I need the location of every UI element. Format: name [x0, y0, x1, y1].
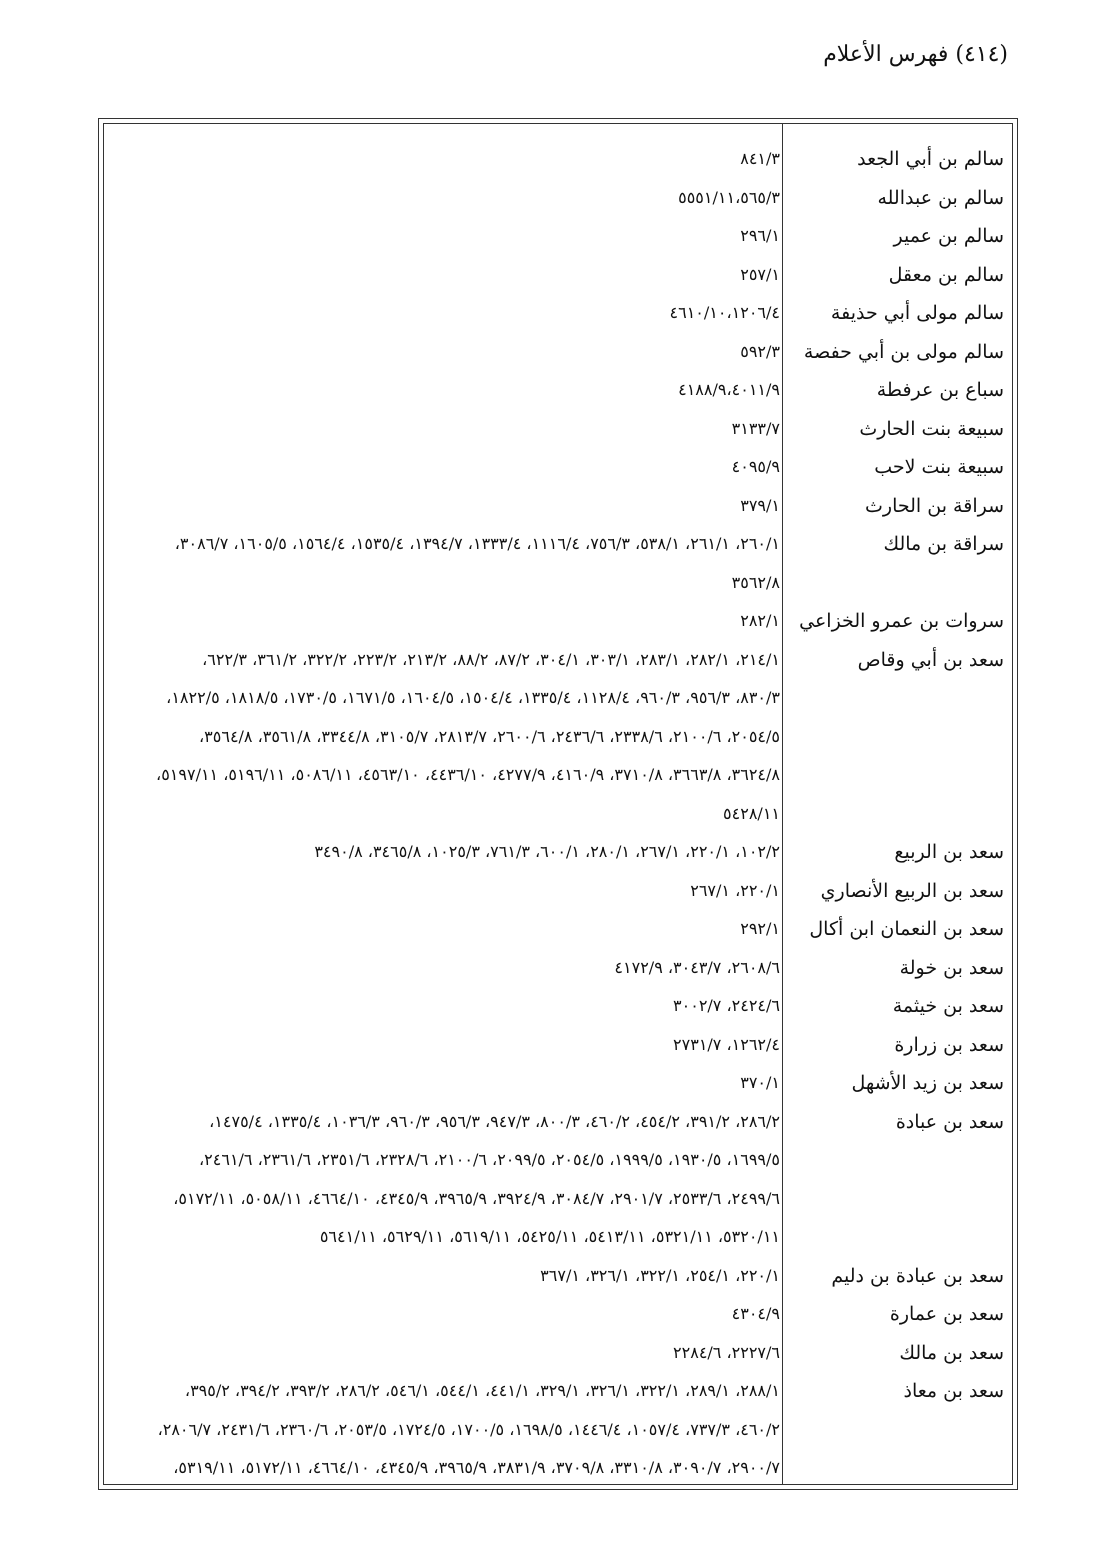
entry-ref-line: ٢٩٢/١ [740, 919, 780, 938]
entry-name: سالم بن معقل [888, 263, 1004, 286]
entry-refs [112, 1295, 792, 1334]
entry-ref-line: ٤٦٠/٢، ٧٣٧/٣، ١٠٥٧/٤، ١٤٤٦/٤، ١٦٩٨/٥، ١٧٠٠/٥، ١٧٢٤/٥، ٢٠٥٣/٥، ٢٣٦٠/٦، ٢٤٣١/٦، ٢٨٠٦/٧، [157, 1419, 780, 1439]
entry-ref-line: ٢٨٨/١، ٢٨٩/١، ٣٢٢/١، ٣٢٦/١، ٣٢٩/١، ٤٤١/١، ٥٤٤/١، ٥٤٦/١، ٢٨٦/٢، ٣٩٣/٢، ٣٩٤/٢، ٣٩٥/٢، [184, 1381, 780, 1400]
entry-name: سالم بن أبي الجعد [857, 148, 1004, 170]
entry-refs [112, 487, 792, 526]
entry-ref-line: ٣٧٩/١ [740, 495, 780, 515]
entry-name: سباع بن عرفطة [876, 379, 1004, 401]
index-entry [104, 487, 1012, 526]
index-entry [104, 179, 1012, 218]
entry-ref-line: ٥٣٢٠/١١، ٥٣٢١/١١، ٥٤١٣/١١، ٥٤٢٥/١١، ٥٦١٩/١١، ٥٦٢٩/١١، ٥٦٤١/١١ [319, 1227, 780, 1246]
entry-ref-line: ٢١٤/١، ٢٨٢/١، ٢٨٣/١، ٣٠٣/١، ٣٠٤/١، ٨٧/٢، ٨٨/٢، ٢١٣/٢، ٢٢٣/٢، ٣٢٢/٢، ٣٦١/٢، ٦٢٢/٣، [202, 649, 780, 669]
index-entry [104, 1026, 1012, 1065]
index-entry [104, 371, 1012, 410]
entry-ref-line: ٢٢٠/١، ٢٥٤/١، ٣٢٢/١، ٣٢٦/١، ٣٦٧/١ [540, 1265, 780, 1285]
entry-ref-line: ١٠٢/٢، ٢٢٠/١، ٢٦٧/١، ٢٨٠/١، ٦٠٠/١، ٧٦١/٣، ١٠٢٥/٣، ٣٤٦٥/٨، ٣٤٩٠/٨ [314, 842, 780, 861]
index-entries [104, 140, 1012, 1488]
entry-name: سبيعة بنت الحارث [859, 417, 1004, 440]
index-entry [104, 217, 1012, 256]
entry-name: سعد بن أبي وقاص [857, 648, 1004, 671]
entry-ref-line: ٢٢٢٧/٦، ٢٢٨٤/٦ [673, 1342, 780, 1362]
entry-refs [112, 333, 792, 372]
entry-refs [112, 1257, 792, 1296]
entry-ref-line: ٤٠٩٥/٩ [731, 457, 780, 476]
entry-refs [112, 1334, 792, 1373]
index-entry [104, 949, 1012, 988]
entry-ref-line: ٤١٨٨/٩،٤٠١١/٩ [678, 380, 780, 399]
entry-name: سالم بن عمير [893, 225, 1004, 247]
index-frame [98, 118, 1018, 1490]
index-entry [104, 333, 1012, 372]
entry-ref-line: ٢٥٧/١ [740, 264, 780, 284]
entry-name: سعد بن مالك [899, 1341, 1004, 1364]
index-entry [104, 1103, 1012, 1257]
entry-ref-line: ٨٣٠/٣، ٩٥٦/٣، ٩٦٠/٣، ١١٢٨/٤، ١٣٣٥/٤، ١٥٠٤/٤، ١٦٠٤/٥، ١٦٧١/٥، ١٧٣٠/٥، ١٨١٨/٥، ١٨٢٢/٥، [166, 688, 780, 707]
entry-ref-line: ٢٤٩٩/٦، ٢٥٣٣/٦، ٢٩٠١/٧، ٣٠٨٤/٧، ٣٩٢٤/٩، ٣٩٦٥/٩، ٤٣٤٥/٩، ٤٦٦٤/١٠، ٥٠٥٨/١١، ٥١٧٢/١١، [173, 1188, 780, 1208]
index-entry [104, 1257, 1012, 1296]
entry-refs [112, 1103, 792, 1257]
index-entry [104, 256, 1012, 295]
index-entry [104, 1295, 1012, 1334]
entry-refs [112, 525, 792, 602]
entry-name: سروات بن عمرو الخزاعي [799, 610, 1004, 632]
entry-refs [112, 910, 792, 949]
entry-name: سعد بن عبادة [895, 1110, 1004, 1133]
entry-name: سعد بن عبادة بن دليم [831, 1264, 1004, 1287]
entry-refs [112, 179, 792, 218]
index-entry [104, 448, 1012, 487]
entry-refs [112, 833, 792, 872]
entry-refs [112, 410, 792, 449]
entry-ref-line: ٢٢٠/١، ٢٦٧/١ [690, 880, 780, 900]
entry-ref-line: ١٢٦٢/٤، ٢٧٣١/٧ [673, 1034, 780, 1054]
index-entry [104, 1064, 1012, 1103]
entry-name: سعد بن زرارة [894, 1033, 1004, 1056]
entry-ref-line: ٢٠٥٤/٥، ٢١٠٠/٦، ٢٣٣٨/٦، ٢٤٣٦/٦، ٢٦٠٠/٦، ٢٨١٣/٧، ٣١٠٥/٧، ٣٣٤٤/٨، ٣٥٦١/٨، ٣٥٦٤/٨، [198, 726, 780, 746]
entry-ref-line: ٤٦١٠/١٠،١٢٠٦/٤ [669, 303, 780, 322]
entry-refs [112, 602, 792, 641]
index-entry [104, 910, 1012, 949]
entry-name: سعد بن خيثمة [892, 995, 1004, 1017]
entry-ref-line: ٢٨٦/٢، ٣٩١/٢، ٤٥٤/٢، ٤٦٠/٢، ٨٠٠/٣، ٩٤٧/٣، ٩٥٦/٣، ٩٦٠/٣، ١٠٣٦/٣، ١٣٣٥/٤، ١٤٧٥/٤، [209, 1111, 780, 1131]
entry-refs [112, 949, 792, 988]
entry-name: سعد بن النعمان ابن أكال [809, 918, 1004, 940]
entry-refs [112, 294, 792, 333]
index-entry [104, 294, 1012, 333]
entry-ref-line: ٣٥٦٢/٨ [731, 572, 780, 592]
entry-ref-line: ٢٦٠٨/٦، ٣٠٤٣/٧، ٤١٧٢/٩ [614, 957, 780, 977]
index-entry [104, 410, 1012, 449]
entry-refs [112, 217, 792, 256]
entry-ref-line: ٥٩٢/٣ [740, 341, 780, 361]
entry-ref-line: ١٦٩٩/٥، ١٩٣٠/٥، ١٩٩٩/٥، ٢٠٥٤/٥، ٢٠٩٩/٥، ٢١٠٠/٦، ٢٣٢٨/٦، ٢٣٥١/٦، ٢٣٦١/٦، ٢٤٦١/٦، [198, 1150, 780, 1169]
entry-ref-line: ٣٦٢٤/٨، ٣٦٦٣/٨، ٣٧١٠/٨، ٤١٦٠/٩، ٤٢٧٧/٩، ٤٤٣٦/١٠، ٤٥٦٣/١٠، ٥٠٨٦/١١، ٥١٩٦/١١، ٥١٩٧/١١، [156, 765, 780, 784]
entry-refs [112, 1026, 792, 1065]
entry-ref-line: ٨٤١/٣ [740, 149, 780, 168]
entry-ref-line: ٢٤٢٤/٦، ٣٠٠٢/٧ [673, 996, 780, 1015]
entry-refs [112, 371, 792, 410]
index-entry [104, 525, 1012, 602]
entry-name: سعد بن خولة [899, 956, 1004, 979]
entry-refs [112, 641, 792, 834]
entry-ref-line: ٥٥٥١/١١،٥٦٥/٣ [678, 187, 780, 207]
entry-refs [112, 140, 792, 179]
entry-name: سالم مولى أبي حذيفة [830, 302, 1004, 324]
entry-ref-line: ٢٦٠/١، ٢٦١/١، ٥٣٨/١، ٧٥٦/٣، ١١١٦/٤، ١٣٣٣/٤، ١٣٩٤/٧، ١٥٣٥/٤، ١٥٦٤/٤، ١٦٠٥/٥، ٣٠٨٦/٧، [174, 534, 780, 553]
index-entry [104, 833, 1012, 872]
entry-ref-line: ٤٣٠٤/٩ [731, 1304, 780, 1323]
entry-name: سالم بن عبدالله [877, 186, 1004, 209]
index-entry [104, 872, 1012, 911]
entry-refs [112, 1372, 792, 1488]
entry-refs [112, 448, 792, 487]
entry-name: سعد بن الربيع [894, 841, 1004, 863]
index-entry [104, 987, 1012, 1026]
entry-name: سراقة بن الحارث [865, 494, 1004, 517]
index-entry [104, 602, 1012, 641]
entry-refs [112, 987, 792, 1026]
entry-name: سعد بن الربيع الأنصاري [820, 879, 1004, 902]
index-entry [104, 641, 1012, 834]
index-frame-inner [103, 123, 1013, 1485]
page-header: (٤١٤) فهرس الأعلام [823, 42, 1008, 67]
entry-ref-line: ٥٤٢٨/١١ [723, 803, 780, 823]
entry-refs [112, 256, 792, 295]
index-entry [104, 1334, 1012, 1373]
entry-ref-line: ٣٧٠/١ [740, 1073, 780, 1092]
entry-refs [112, 1064, 792, 1103]
entry-name: سبيعة بنت لاحب [874, 456, 1004, 478]
entry-ref-line: ٢٩٦/١ [740, 226, 780, 245]
entry-name: سعد بن معاذ [903, 1380, 1004, 1402]
entry-ref-line: ٣١٣٣/٧ [731, 418, 780, 438]
entry-ref-line: ٢٩٠٠/٧، ٣٠٩٠/٧، ٣٣١٠/٨، ٣٧٠٩/٨، ٣٨٣١/٩، ٣٩٦٥/٩، ٤٣٤٥/٩، ٤٦٦٤/١٠، ٥١٧٢/١١، ٥٣١٩/١١، [173, 1458, 780, 1477]
entry-name: سعد بن زيد الأشهل [851, 1072, 1004, 1094]
index-entry [104, 140, 1012, 179]
entry-refs [112, 872, 792, 911]
entry-name: سالم مولى بن أبي حفصة [803, 340, 1004, 363]
index-entry [104, 1372, 1012, 1488]
entry-name: سعد بن عمارة [889, 1303, 1004, 1325]
entry-name: سراقة بن مالك [883, 533, 1004, 555]
entry-ref-line: ٢٨٢/١ [740, 611, 780, 630]
